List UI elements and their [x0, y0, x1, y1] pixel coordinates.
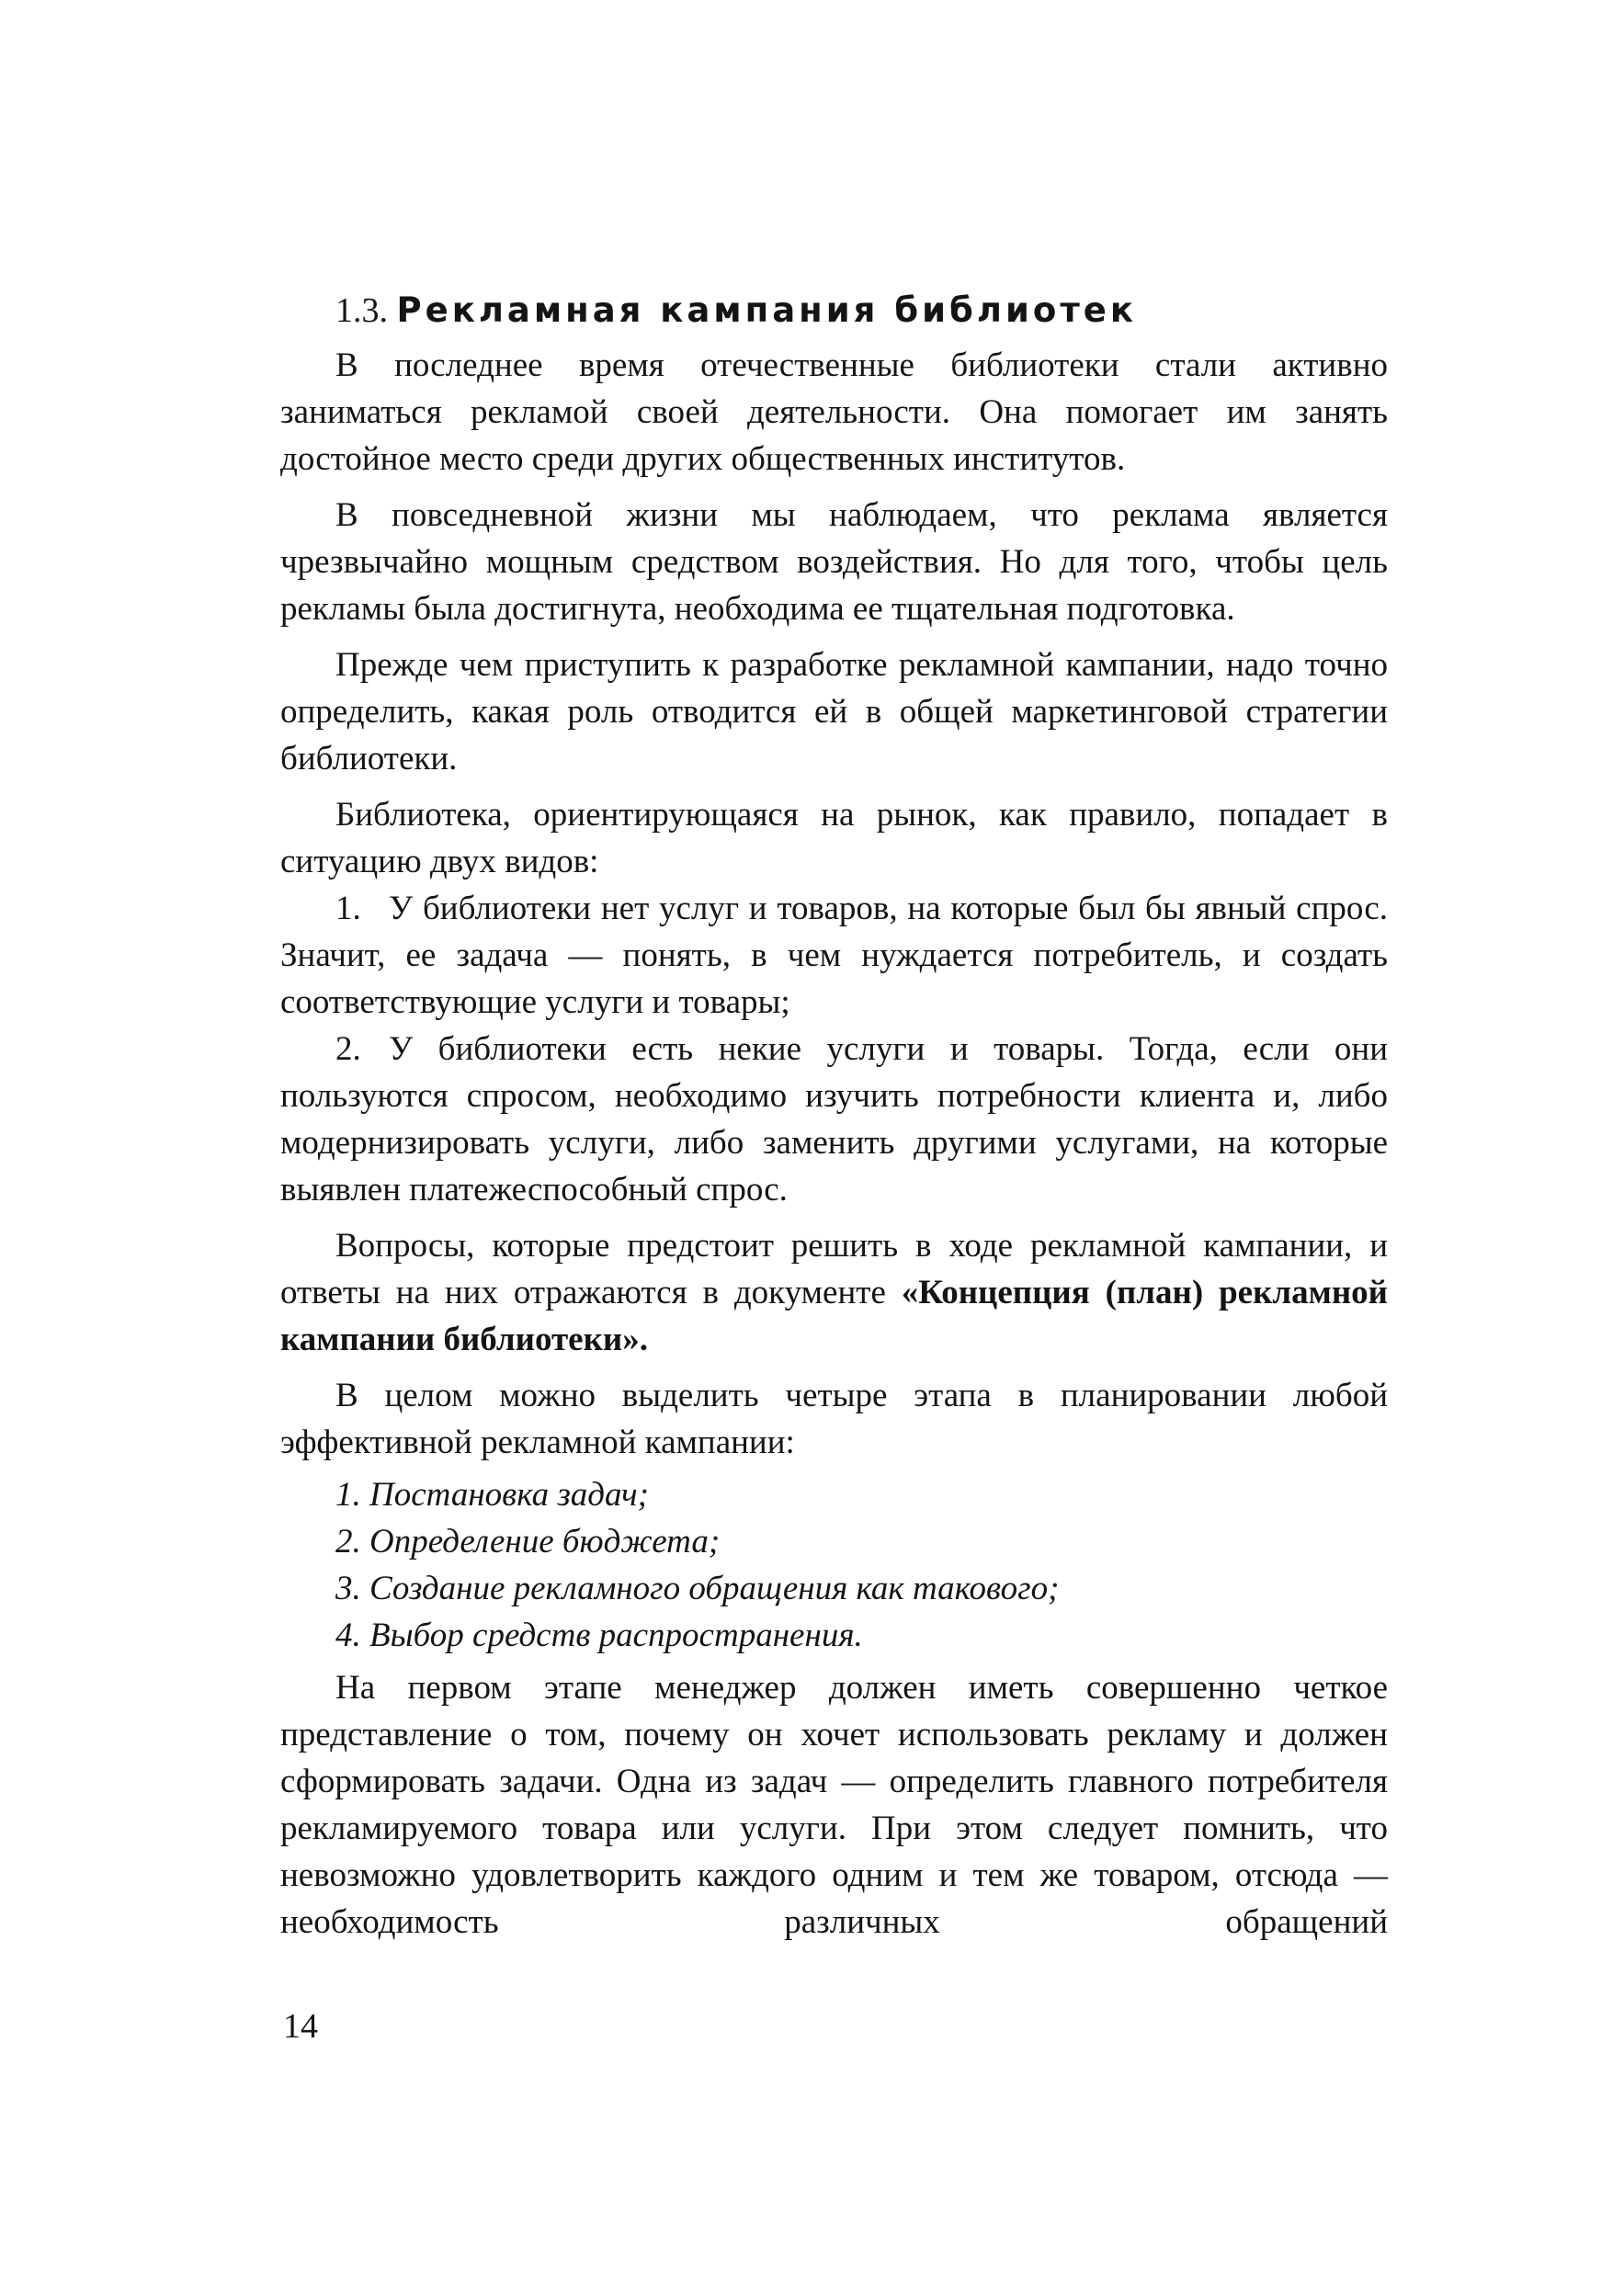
situation-number-1: 1. [335, 890, 361, 927]
paragraph-first-stage: На первом этапе менеджер должен иметь совершенно четкое представление о том, почему он хочет использовать рекламу и должен сформировать задачи. Одна из задач — определить главного потребителя рекламируемого товара или услуги. При этом следует помнить, что невозможно удовлетворить каждого одним и тем же товаром, отсюда — необходимость различных обращений [280, 1669, 1388, 1941]
situation-text-2: У библиотеки есть некие услуги и товары. Тогда, если они пользуются спросом, необходимо изучить потребности клиента и, либо модернизировать услуги, либо заменить другими услугами, на которые выявлен платежеспособный спрос. [280, 1030, 1388, 1209]
section-heading [335, 285, 1388, 336]
concept-document-title: «Концепция (план) рекламной кампании библиотеки». [280, 1274, 1388, 1358]
situation-number-2: 2. [335, 1030, 361, 1068]
stage-item-2: 2. Определение бюджета; [335, 1523, 721, 1560]
section-number: 1.3. [335, 291, 388, 330]
stages-list [280, 1471, 1388, 1659]
paragraph-impact: В повседневной жизни мы наблюдаем, что реклама является чрезвычайно мощным средством воздействия. Но для того, чтобы цель рекламы была достигнута, необходима ее тщательная подготовка. [280, 496, 1388, 628]
section-title: Рекламная кампания библиотек [396, 290, 1137, 330]
paragraph-market: Библиотека, ориентирующаяся на рынок, как правило, попадает в ситуацию двух видов: [280, 796, 1388, 880]
page-number: 14 [283, 2007, 318, 2046]
paragraph-strategy: Прежде чем приступить к разработке рекламной кампании, надо точно определить, какая роль отводится ей в общей маркетинговой стратегии библиотеки. [280, 646, 1388, 777]
stage-item-3: 3. Создание рекламного обращения как такового; [335, 1570, 1060, 1607]
questions-text: Вопросы, которые предстоит решить в ходе рекламной кампании, и ответы на них отражаются в документе [280, 1227, 1388, 1311]
stage-item-4: 4. Выбор средств распространения. [335, 1617, 863, 1654]
situation-item-1 [280, 885, 1388, 1026]
paragraph-questions [280, 1222, 1388, 1363]
paragraph-stages-intro: В целом можно выделить четыре этапа в планировании любой эффективной рекламной кампании: [280, 1377, 1388, 1461]
stage-item-1: 1. Постановка задач; [335, 1476, 650, 1514]
paragraph-intro: В последнее время отечественные библиотеки стали активно заниматься рекламой своей деятельности. Она помогает им занять достойное место среди других общественных институтов. [280, 346, 1388, 478]
situation-text-1: У библиотеки нет услуг и товаров, на которые был бы явный спрос. Значит, ее задача — понять, в чем нуждается потребитель, и создать соответствующие услуги и товары; [280, 890, 1388, 1021]
situation-item-2 [280, 1026, 1388, 1213]
page-text-block [280, 285, 1388, 1946]
